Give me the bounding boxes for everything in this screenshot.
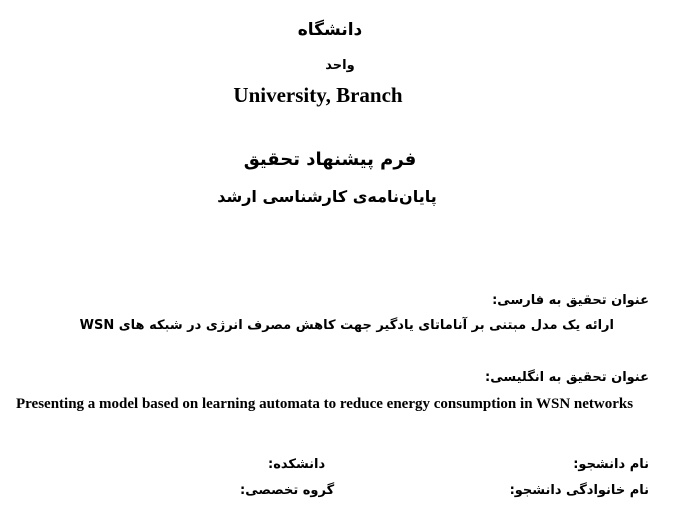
english-title-value: Presenting a model based on learning automata to reduce energy consumption in WSN networks — [16, 396, 634, 412]
university-name-persian: دانشگاه — [297, 20, 363, 40]
faculty-label: دانشکده: — [268, 457, 326, 472]
student-family-name-label: نام خانوادگی دانشجو: — [509, 483, 649, 498]
department-group-label: گروه تخصصی: — [240, 483, 335, 498]
form-title: فرم پیشنهاد تحقیق — [243, 149, 417, 170]
degree-title: پایان‌نامه‌ی کارشناسی ارشد — [217, 187, 437, 206]
university-name-english: University, Branch — [233, 83, 403, 107]
branch-name-persian: واحد — [325, 58, 355, 73]
student-name-label: نام دانشجو: — [573, 457, 649, 472]
persian-title-value: ارائه یک مدل مبتنی بر آناماتای یادگیر جهت کاهش مصرف انرژی در شبکه های WSN — [79, 318, 614, 333]
persian-title-label: عنوان تحقیق به فارسی: — [492, 293, 649, 308]
english-title-label: عنوان تحقیق به انگلیسی: — [485, 370, 649, 385]
